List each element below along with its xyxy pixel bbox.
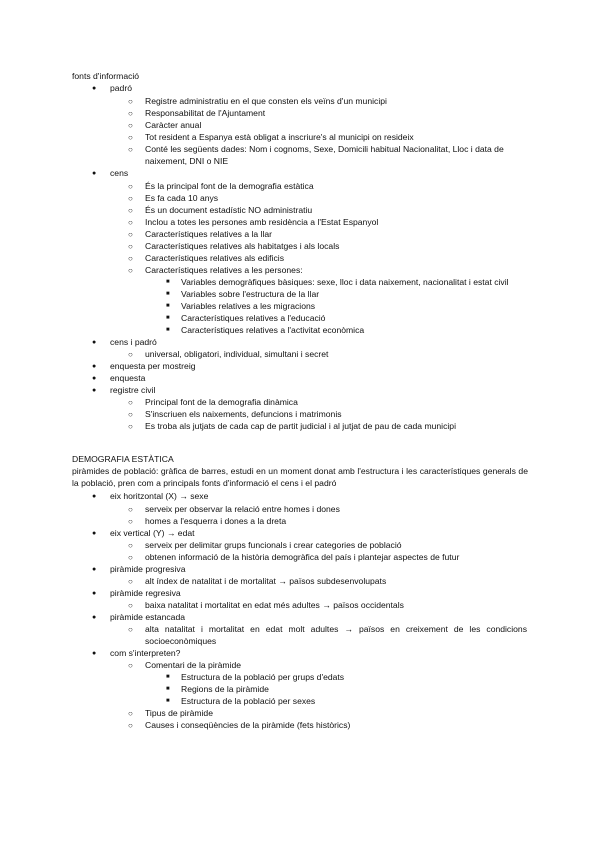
bullet-circle: ○ [128,505,133,514]
sub-item-text: serveix per observar la relació entre homes i dones [145,504,340,514]
sub-item-text: serveix per delimitar grups funcionals i crear categories de població [145,540,402,550]
item-label: registre civil [110,385,156,395]
sub-item-text: Causes i conseqüències de la piràmide (fets històrics) [145,720,351,730]
sub-item-text: S'inscriuen els naixements, defuncions i matrimonis [145,409,342,419]
bullet-square: ■ [166,674,170,680]
sub-sub-item-text: Regions de la piràmide [181,684,269,694]
bullet-circle: ○ [128,721,133,730]
bullet-circle: ○ [128,709,133,718]
item-label: enquesta per mostreig [110,361,196,371]
sub-item-text: És un document estadístic NO administratiu [145,205,313,215]
bullet-circle: ○ [128,266,133,275]
bullet-circle: ○ [128,121,133,130]
sub-item-text: universal, obligatori, individual, simultani i secret [145,349,329,359]
sub-item-text: obtenen informació de la història demogràfica del país i plantejar aspectes de futur [145,552,460,562]
bullet-circle: ○ [128,398,133,407]
sub-sub-item-text: Variables sobre l'estructura de la llar [181,289,320,299]
sub-item-text: Principal font de la demografia dinàmica [145,397,298,407]
bullet-disc: ● [92,85,97,92]
item-label: padró [110,83,132,93]
heading-fonts: fonts d'informació [72,71,140,81]
bullet-circle: ○ [128,517,133,526]
sub-item-text: Conté les següents dades: Nom i cognoms, Sexe, Domicili habitual Nacionalitat, Lloc i data de naixement, DNI o NIE [145,144,504,166]
sub-item-text: Característiques relatives a les persones: [145,265,303,275]
bullet-disc: ● [92,614,97,621]
sub-item-text: Tot resident a Espanya està obligat a inscriure's al municipi on resideix [145,132,414,142]
item-label: piràmide regresiva [110,588,181,598]
bullet-disc: ● [92,530,97,537]
sub-item-text: Tipus de piràmide [145,708,213,718]
sub-sub-item-text: Estructura de la població per grups d'edats [181,672,345,682]
sub-item-text: Registre administratiu en el que consten els veïns d'un municipi [145,96,387,106]
sub-item-text: Comentari de la piràmide [145,660,242,670]
sub-item-text: Es troba als jutjats de cada cap de partit judicial i al jutjat de pau de cada municipi [145,421,456,431]
bullet-circle: ○ [128,410,133,419]
title-demografia-estatica: DEMOGRAFIA ESTÀTICA [72,454,174,464]
bullet-circle: ○ [128,194,133,203]
bullet-circle: ○ [128,145,133,154]
bullet-disc: ● [92,590,97,597]
bullet-circle: ○ [128,182,133,191]
item-label: cens [110,168,129,178]
item-label: cens i padró [110,337,157,347]
bullet-square: ■ [166,686,170,692]
item-label: piràmide progresiva [110,564,186,574]
bullet-square: ■ [166,303,170,309]
sub-item-text: Característiques relatives als edificis [145,253,284,263]
bullet-circle: ○ [128,350,133,359]
bullet-disc: ● [92,170,97,177]
sub-sub-item-text: Característiques relatives a l'activitat econòmica [181,325,365,335]
sub-sub-item-text: Variables demogràfiques bàsiques: sexe, lloc i data naixement, nacionalitat i estat civil [181,277,509,287]
bullet-circle: ○ [128,422,133,431]
item-label: com s'interpreten? [110,648,181,658]
bullet-disc: ● [92,363,97,370]
bullet-circle: ○ [128,625,133,634]
bullet-square: ■ [166,315,170,321]
bullet-circle: ○ [128,242,133,251]
sub-item-text: homes a l'esquerra i dones a la dreta [145,516,287,526]
bullet-disc: ● [92,566,97,573]
bullet-circle: ○ [128,577,133,586]
sub-item-text: baixa natalitat i mortalitat en edat més adultes → països occidentals [145,600,404,610]
bullet-circle: ○ [128,97,133,106]
bullet-circle: ○ [128,218,133,227]
item-label: eix horitzontal (X) → sexe [110,491,209,501]
item-label: piràmide estancada [110,612,186,622]
bullet-disc: ● [92,493,97,500]
sub-item-text: Inclou a totes les persones amb residència a l'Estat Espanyol [145,217,379,227]
sub-sub-item-text: Estructura de la població per sexes [181,696,316,706]
item-label: eix vertical (Y) → edat [110,528,195,538]
bullet-square: ■ [166,291,170,297]
sub-item-text: Característiques relatives als habitatges i als locals [145,241,340,251]
bullet-disc: ● [92,339,97,346]
bullet-square: ■ [166,698,170,704]
sub-item-text: alt índex de natalitat i de mortalitat → països subdesenvolupats [145,576,387,586]
bullet-circle: ○ [128,661,133,670]
sub-item-text: Es fa cada 10 anys [145,193,219,203]
sub-item-text: alta natalitat i mortalitat en edat molt adultes → països en creixement de les condicions socioeconòmiques [145,624,527,646]
sub-item-text: Característiques relatives a la llar [145,229,273,239]
sub-item-text: És la principal font de la demografia estàtica [145,181,314,191]
bullet-circle: ○ [128,109,133,118]
bullet-circle: ○ [128,601,133,610]
bullet-circle: ○ [128,206,133,215]
bullet-circle: ○ [128,541,133,550]
sub-sub-item-text: Variables relatives a les migracions [181,301,316,311]
bullet-disc: ● [92,375,97,382]
bullet-circle: ○ [128,254,133,263]
item-label: enquesta [110,373,146,383]
bullet-disc: ● [92,650,97,657]
bullet-circle: ○ [128,133,133,142]
sub-item-text: Responsabilitat de l'Ajuntament [145,108,266,118]
bullet-circle: ○ [128,230,133,239]
intro-text: piràmides de població: gràfica de barres, estudi en un moment donat amb l'estructura i les característiques generals de la població, pren com a principals fonts d'informació el cens i el padró [72,466,528,488]
bullet-square: ■ [166,327,170,333]
sub-sub-item-text: Característiques relatives a l'educació [181,313,326,323]
bullet-circle: ○ [128,553,133,562]
bullet-square: ■ [166,279,170,285]
bullet-disc: ● [92,387,97,394]
sub-item-text: Caràcter anual [145,120,202,130]
